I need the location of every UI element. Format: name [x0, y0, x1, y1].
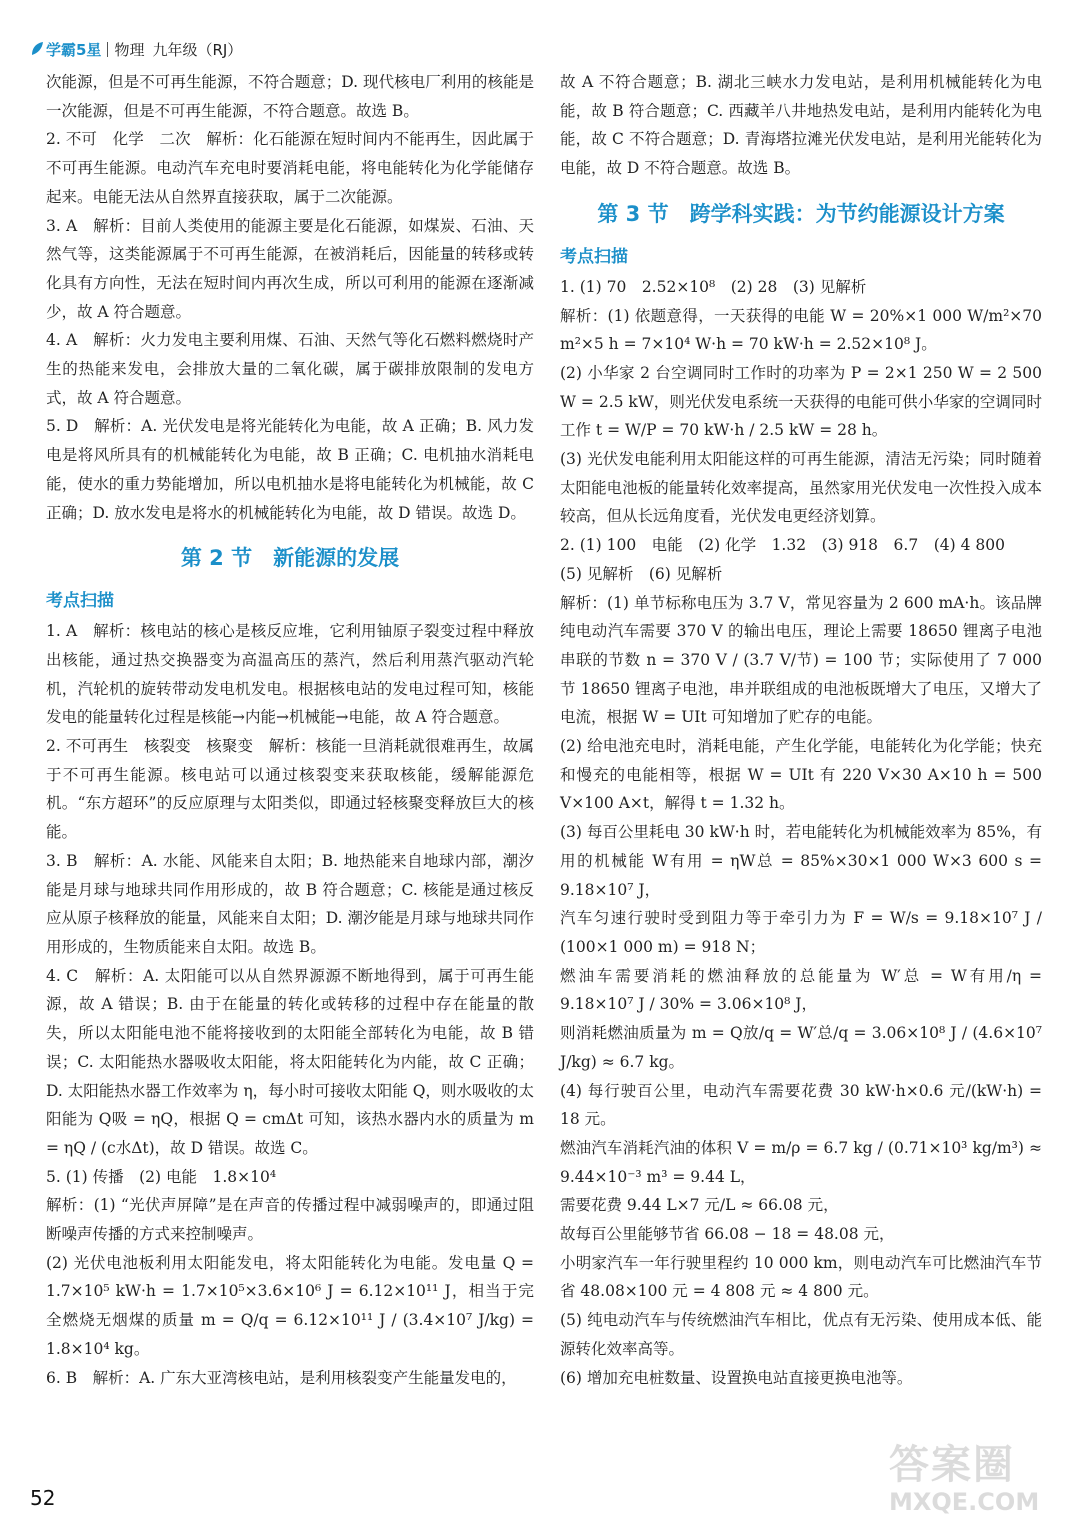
watermark-text: 答案圈: [889, 1441, 1015, 1488]
paragraph: 故 A 不符合题意；B. 湖北三峡水力发电站，是利用机械能转化为电能，故 B 符合题意；C. 西藏羊八井地热发电站，是利用内能转化为电能，故 C 不符合题意；D. 青海塔拉滩光伏发电站，是利用光能转化为电能，故 D 不符合题意。故选 B。: [560, 73, 1042, 178]
paragraph: (2) 光伏电池板利用太阳能发电，将太阳能转化为电能。发电量 Q = 1.7×10⁵ kW·h = 1.7×10⁵×3.6×10⁶ J = 6.12×10¹¹ J，相当于完全燃烧无烟煤的质量 m = Q/q = 6.12×10¹¹ J / (3.4×10⁷ J/kg) = 1.8×10⁴ kg。: [46, 1253, 534, 1358]
paragraph: (3) 光伏发电能利用太阳能这样的可再生能源，清洁无污染；同时随着太阳能电池板的能量转化效率提高，虽然家用光伏发电一次性投入成本较高，但从长远角度看，光伏发电更经济划算。: [560, 450, 1042, 526]
right-column: [560, 68, 1042, 1392]
header-divider: [107, 42, 108, 57]
paragraph: 2. 不可再生 核裂变 核聚变 解析：核能一旦消耗就很难再生，故属于不可再生能源。核电站可以通过核裂变来获取核能，缓解能源危机。“东方超环”的反应原理与太阳类似，即通过轻核聚变释放巨大的核能。: [46, 737, 534, 842]
paragraph: 燃油汽车消耗汽油的体积 V = m/ρ = 6.7 kg / (0.71×10³ kg/m³) ≈ 9.44×10⁻³ m³ = 9.44 L，: [560, 1138, 1042, 1186]
page-number: 52: [30, 1486, 56, 1510]
paragraph: 2. (1) 100 电能 (2) 化学 1.32 (3) 918 6.7 (4) 4 800: [560, 536, 1005, 555]
paragraph: 5. D 解析：A. 光伏发电是将光能转化为电能，故 A 正确；B. 风力发电是将风所具有的机械能转化为电能，故 B 正确；C. 电机抽水消耗电能，使水的重力势能增加，所以电机抽水是将电能转化为机械能，故 C 正确；D. 放水发电是将水的机械能转化为电能，故 D 错误。故选 D。: [46, 417, 534, 522]
paragraph: 解析：(1) 单节标称电压为 3.7 V，常见容量为 2 600 mA·h。该品牌纯电动汽车需要 370 V 的输出电压，理论上需要 18650 锂离子电池串联的节数 n = 370 V / (3.7 V/节) = 100 节；实际使用了 7 000 节 18650 锂离子电池，串并联组成的电池板既增大了电压，又增大了电流，根据 W = UIt 可知增加了贮存的电能。: [560, 593, 1042, 727]
paragraph: (5) 纯电动汽车与传统燃油汽车相比，优点有无污染、使用成本低、能源转化效率高等。: [560, 1311, 1042, 1358]
paragraph: 次能源，但是不可再生能源，不符合题意；D. 现代核电厂利用的核能是一次能源，但是不可再生能源，不符合题意。故选 B。: [46, 73, 534, 120]
paragraph: 3. A 解析：目前人类使用的能源主要是化石能源，如煤炭、石油、天然气等，这类能源属于不可再生能源，在被消耗后，因能量的转移或转化具有方向性，无法在短时间内再次生成，所以可利用的能源在逐渐减少，故 A 符合题意。: [46, 216, 534, 321]
watermark-url: MXQE.COM: [889, 1488, 1040, 1516]
leaf-icon: [30, 41, 44, 57]
grade-label: 九年级（RJ）: [152, 40, 243, 59]
paragraph: 5. (1) 传播 (2) 电能 1.8×10⁴: [46, 1167, 277, 1186]
paragraph: (6) 增加充电桩数量、设置换电站直接更换电池等。: [560, 1368, 913, 1387]
paragraph: (3) 每百公里耗电 30 kW·h 时，若电能转化为机械能效率为 85%，有用的机械能 W有用 = ηW总 = 85%×30×1 000 W×3 600 s = 9.18×10⁷ J，: [560, 823, 1043, 899]
paragraph: 3. B 解析：A. 水能、风能来自太阳；B. 地热能来自地球内部，潮汐能是月球与地球共同作用形成的，故 B 符合题意；C. 核能是通过核反应从原子核释放的能量，风能来自太阳；D. 潮汐能是月球与地球共同作用形成的，生物质能来自太阳。故选 B。: [46, 851, 534, 956]
paragraph: (4) 每行驶百公里，电动汽车需要花费 30 kW·h×0.6 元/(kW·h) = 18 元。: [560, 1081, 1042, 1129]
paragraph: 解析：(1) “光伏声屏障”是在声音的传播过程中减弱噪声的，即通过阻断噪声传播的方式来控制噪声。: [46, 1196, 534, 1244]
paragraph: 解析：(1) 依题意得，一天获得的电能 W = 20%×1 000 W/m²×70 m²×5 h = 7×10⁴ W·h = 70 kW·h = 2.52×10⁸ J。: [560, 306, 1042, 354]
brand-name: 学霸5星: [46, 40, 102, 59]
left-column: [46, 68, 534, 1392]
paragraph: 4. C 解析：A. 太阳能可以从自然界源源不断地得到，属于可再生能源，故 A 错误；B. 由于在能量的转化或转移的过程中存在能量的散失，所以太阳能电池不能将接收到的太阳能全部转化为电能，故 B 错误；C. 太阳能热水器吸收太阳能，将太阳能转化为内能，故 C 正确；D. 太阳能热水器工作效率为 η，每小时可接收太阳能 Q，则水吸收的太阳能为 Q吸 = ηQ，根据 Q = cmΔt 可知，该热水器内水的质量为 m = ηQ / (c水Δt)，故 D 错误。故选 C。: [46, 966, 534, 1157]
paragraph: 燃油车需要消耗的燃油释放的总能量为 W′总 = W有用/η = 9.18×10⁷ J / 30% = 3.06×10⁸ J，: [560, 966, 1042, 1014]
watermark-logo: [889, 1442, 1049, 1522]
paragraph: 2. 不可 化学 二次 解析：化石能源在短时间内不能再生，因此属于不可再生能源。电动汽车充电时要消耗电能，将电能转化为化学能储存起来。电能无法从自然界直接获取，属于二次能源。: [46, 130, 534, 206]
subsection-title: 考点扫描: [46, 591, 114, 612]
paragraph: 小明家汽车一年行驶里程约 10 000 km，则电动汽车可比燃油汽车节省 48.08×100 元 = 4 808 元 ≈ 4 800 元。: [560, 1253, 1042, 1301]
paragraph: 汽车匀速行驶时受到阻力等于牵引力为 F = W/s = 9.18×10⁷ J / (100×1 000 m) = 918 N；: [560, 909, 1042, 956]
paragraph: 6. B 解析：A. 广东大亚湾核电站，是利用核裂变产生能量发电的，: [46, 1368, 517, 1387]
paragraph: 故每百公里能够节省 66.08 − 18 = 48.08 元，: [560, 1225, 895, 1244]
paragraph: 1. A 解析：核电站的核心是核反应堆，它利用铀原子裂变过程中释放出核能，通过热交换器变为高温高压的蒸汽，然后利用蒸汽驱动汽轮机，汽轮机的旋转带动发电机发电。根据核电站的发电过程可知，核能发电的能量转化过程是核能→内能→机械能→电能，故 A 符合题意。: [46, 622, 534, 727]
subsection-title: 考点扫描: [560, 246, 628, 267]
section-title: 第 3 节 跨学科实践：为节约能源设计方案: [597, 201, 1005, 226]
paragraph: 则消耗燃油质量为 m = Q放/q = W′总/q = 3.06×10⁸ J / (4.6×10⁷ J/kg) ≈ 6.7 kg。: [560, 1024, 1042, 1071]
paragraph: 1. (1) 70 2.52×10⁸ (2) 28 (3) 见解析: [560, 277, 867, 296]
paragraph: (2) 给电池充电时，消耗电能，产生化学能，电能转化为化学能；快充和慢充的电能相等，根据 W = UIt 有 220 V×30 A×10 h = 500 V×100 A×t，解得 t = 1.32 h。: [560, 737, 1042, 813]
paragraph: 4. A 解析：火力发电主要利用煤、石油、天然气等化石燃料燃烧时产生的热能来发电，会排放大量的二氧化碳，属于碳排放限制的发电方式，故 A 符合题意。: [46, 331, 534, 407]
brand-logo: [30, 39, 101, 60]
section-title: 第 2 节 新能源的发展: [180, 546, 400, 571]
paragraph: (5) 见解析 (6) 见解析: [560, 564, 723, 583]
page-header: [30, 36, 242, 62]
paragraph: 需要花费 9.44 L×7 元/L ≈ 66.08 元，: [560, 1196, 839, 1215]
paragraph: (2) 小华家 2 台空调同时工作时的功率为 P = 2×1 250 W = 2 500 W = 2.5 kW，则光伏发电系统一天获得的电能可供小华家的空调同时工作 t = W/P = 70 kW·h / 2.5 kW = 28 h。: [560, 363, 1042, 440]
subject-label: 物理: [114, 40, 145, 59]
